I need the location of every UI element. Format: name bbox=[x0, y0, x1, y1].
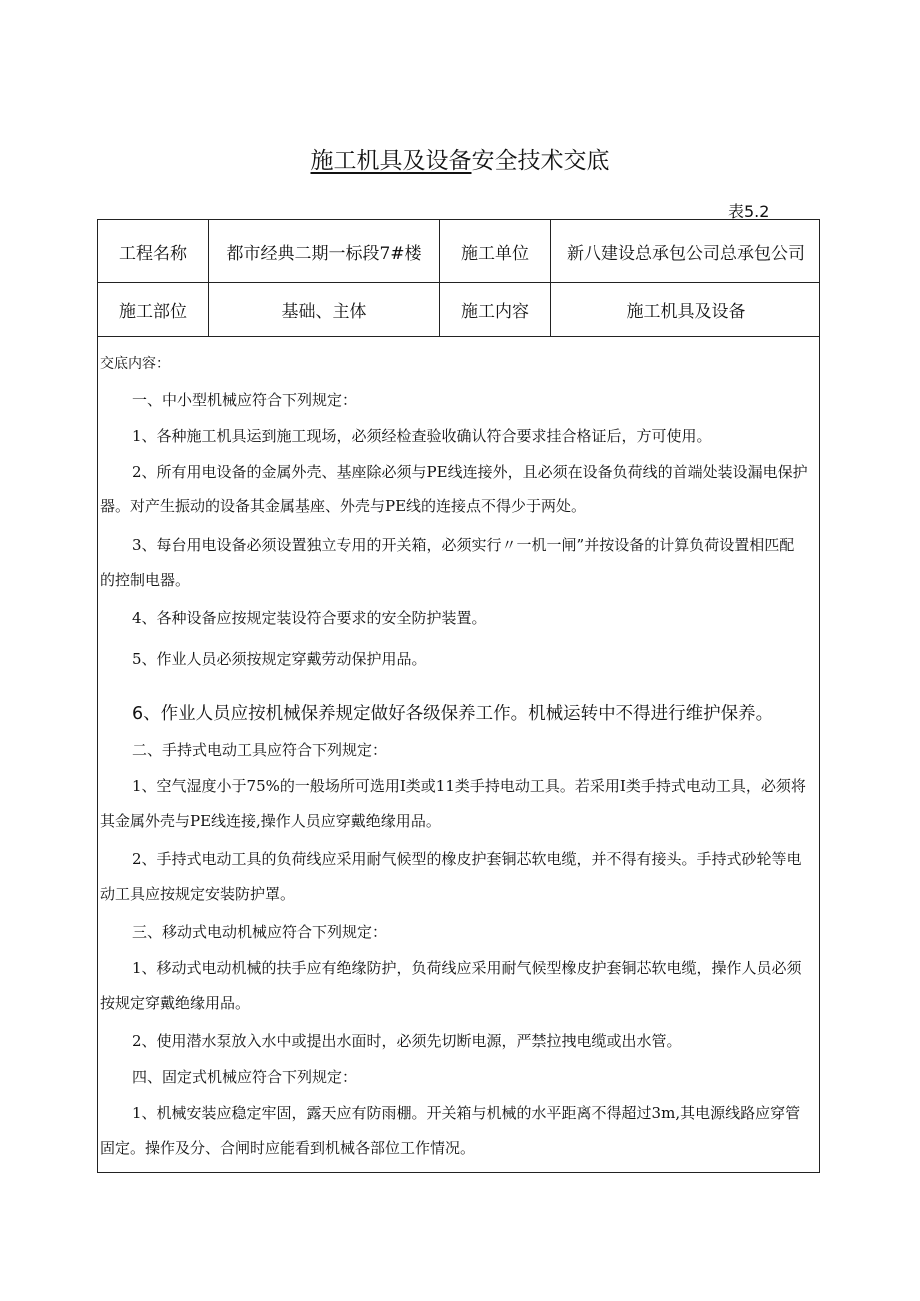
content-label: 施工内容 bbox=[461, 302, 529, 322]
paragraph-2-2-line2: 动工具应按规定安装防护罩。 bbox=[100, 885, 296, 903]
page-title-rest: 安全技术交底 bbox=[471, 148, 610, 174]
project-name-label: 工程名称 bbox=[119, 243, 187, 264]
paragraph-1-1: 1、各种施工机具运到施工现场，必须经检查验收确认符合要求挂合格证后，方可使用。 bbox=[132, 427, 712, 445]
paragraph-4-1-line2: 固定。操作及分、合闸时应能看到机械各部位工作情况。 bbox=[100, 1139, 476, 1157]
section-heading-3: 三、移动式电动机械应符合下列规定： bbox=[132, 923, 388, 941]
part-label: 施工部位 bbox=[119, 302, 187, 322]
paragraph-4-1-line1: 1、机械安装应稳定牢固，露天应有防雨棚。开关箱与机械的水平距离不得超过3m,其电源线路应穿管 bbox=[132, 1104, 801, 1122]
paragraph-1-3-line1: 3、每台用电设备必须设置独立专用的开关箱，必须实行〃一机一闸”并按设备的计算负荷设置相匹配 bbox=[132, 536, 795, 554]
form-number: 表5.2 bbox=[728, 202, 770, 221]
paragraph-3-1-line1: 1、移动式电动机械的扶手应有绝缘防护，负荷线应采用耐气候型橡皮护套铜芯软电缆，操作人员必须 bbox=[132, 959, 802, 977]
paragraph-2-2-line1: 2、手持式电动工具的负荷线应采用耐气候型的橡皮护套铜芯软电缆，并不得有接头。手持式砂轮等电 bbox=[132, 850, 802, 868]
unit-label: 施工单位 bbox=[461, 243, 529, 264]
row-divider bbox=[98, 336, 819, 337]
paragraph-2-1-line1: 1、空气湿度小于75%的一般场所可选用I类或11类手持电动工具。若采用I类手持式电动工具，必须将 bbox=[132, 777, 806, 795]
page-title bbox=[0, 142, 920, 175]
disclosure-table bbox=[97, 219, 820, 1173]
unit-value: 新八建设总承包公司总承包公司 bbox=[567, 243, 805, 264]
project-name-value: 都市经典二期一标段7#楼 bbox=[226, 243, 422, 264]
paragraph-3-1-line2: 按规定穿戴绝缘用品。 bbox=[100, 994, 251, 1012]
part-value: 基础、主体 bbox=[281, 302, 367, 322]
paragraph-1-6: 6、作业人员应按机械保养规定做好各级保养工作。机械运转中不得进行维护保养。 bbox=[132, 704, 774, 724]
section-heading-4: 四、固定式机械应符合下列规定： bbox=[132, 1068, 358, 1086]
section-heading-2: 二、手持式电动工具应符合下列规定： bbox=[132, 741, 388, 759]
paragraph-1-4: 4、各种设备应按规定装设符合要求的安全防护装置。 bbox=[132, 609, 487, 627]
paragraph-1-2-line2: 器。对产生振动的设备其金属基座、外壳与PE线的连接点不得少于两处。 bbox=[100, 497, 587, 515]
section-heading-1: 一、中小型机械应符合下列规定： bbox=[132, 391, 358, 409]
paragraph-2-1-line2: 其金属外壳与PE线连接,操作人员应穿戴绝缘用品。 bbox=[100, 812, 441, 830]
paragraph-1-3-line2: 的控制电器。 bbox=[100, 571, 191, 589]
paragraph-1-5: 5、作业人员必须按规定穿戴劳动保护用品。 bbox=[132, 650, 427, 668]
paragraph-1-2-line1: 2、所有用电设备的金属外壳、基座除必须与PE线连接外，且必须在设备负荷线的首端处装设漏电保护 bbox=[132, 463, 808, 481]
page-title-underlined: 施工机具及设备 bbox=[310, 148, 472, 174]
paragraph-3-2: 2、使用潜水泵放入水中或提出水面时，必须先切断电源，严禁拉拽电缆或出水管。 bbox=[132, 1032, 682, 1050]
content-value: 施工机具及设备 bbox=[626, 302, 746, 322]
body-label: 交底内容： bbox=[100, 356, 170, 372]
